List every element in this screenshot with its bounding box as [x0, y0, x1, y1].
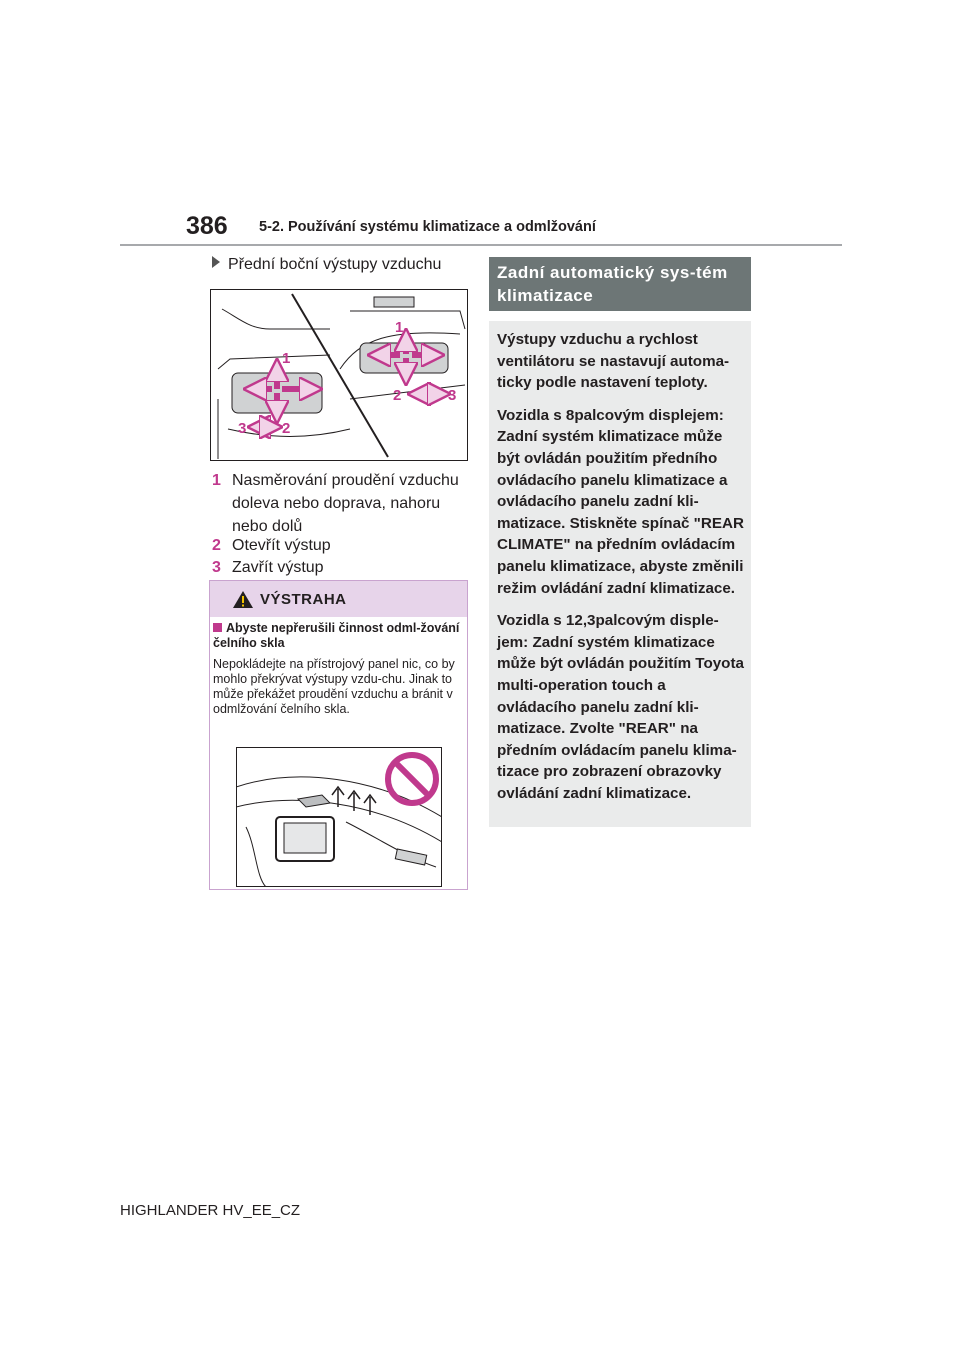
footer-model: HIGHLANDER HV_EE_CZ: [120, 1202, 301, 1219]
rear-system-panel: [489, 321, 751, 827]
front-vents-heading: [212, 256, 441, 274]
legend-number: 1: [212, 472, 221, 489]
warning-title: VÝSTRAHA: [260, 591, 347, 608]
rear-paragraph: Výstupy vzduchu a rychlost ventilátoru se nastavují automa-ticky podle nastavení teploty.: [497, 331, 730, 392]
legend-item-1: [212, 469, 468, 538]
front-vents-heading-text: Přední boční výstupy vzduchu: [228, 256, 442, 273]
rear-paragraph: Vozidla s 12,3palcovým disple-jem: Zadní systém klimatizace může být ovládán použitím Toyota multi-operation touch a ovládacího panelu zadní kli-matizace. Zvolte "REAR" na předním ovládacím panelu klima-tizace pro zobrazení obrazovky ovládání zadní klimatizace.: [497, 612, 744, 802]
legend-text: Nasměrování proudění vzduchu doleva nebo doprava, nahoru nebo dolů: [232, 472, 459, 535]
rear-paragraph: Vozidla s 8palcovým displejem: Zadní systém klimatizace může být ovládán použitím předního ovládacího panelu klimatizace a ovládacího panelu zadní kli-matizace. Stiskněte spínač "REAR CLIMATE" na předním ovládacím panelu klimatizace, abyste změnili režim ovládání zadní klimatizace.: [497, 406, 744, 597]
figure-label-2-left: 2: [282, 420, 291, 437]
bullet-square-icon: [213, 623, 222, 632]
top-vent: [374, 297, 414, 307]
legend-text: Otevřít výstup: [232, 537, 331, 554]
warning-header: [210, 581, 467, 617]
page-number: 386: [186, 212, 228, 240]
warning-subheading-text: Abyste nepřerušili činnost odml-žování čelního skla: [213, 621, 460, 650]
warning-body: Nepokládejte na přístrojový panel nic, co by mohlo překrývat výstupy vzdu-chu. Jinak to může překážet proudění vzduchu a bránit v odmlžování čelního skla.: [213, 657, 455, 716]
legend-number: 2: [212, 537, 221, 554]
rear-system-header: [489, 257, 751, 311]
legend-item-3: [212, 556, 324, 579]
front-vents-illustration: [210, 289, 468, 461]
figure-label-2-right: 2: [393, 387, 402, 404]
warning-triangle-icon: [232, 590, 254, 609]
rear-system-title: Zadní automatický sys-tém klimatizace: [497, 263, 728, 305]
legend-text: Zavřít výstup: [232, 559, 324, 576]
figure-label-1-right: 1: [395, 319, 404, 336]
section-title: 5-2. Používání systému klimatizace a odmlžování: [259, 219, 596, 235]
legend-number: 3: [212, 559, 221, 576]
figure-label-3-right: 3: [448, 387, 457, 404]
figure-label-3-left: 3: [238, 420, 247, 437]
warning-subheading: [213, 621, 465, 651]
warning-box: [209, 580, 468, 890]
dashboard-prohibition-illustration: [236, 747, 442, 887]
legend-item-2: [212, 534, 331, 557]
bullet-triangle-icon: [212, 256, 220, 268]
figure-label-1-left: 1: [282, 350, 291, 367]
header-divider: [120, 244, 842, 246]
